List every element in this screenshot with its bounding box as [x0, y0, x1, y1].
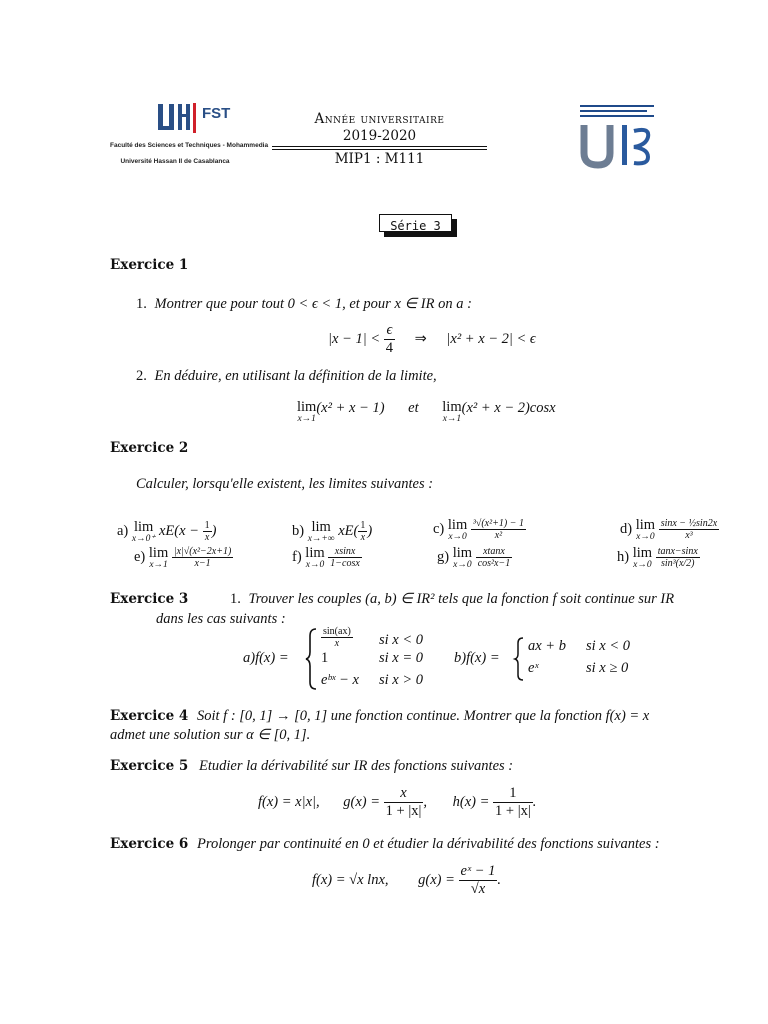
item-expr-end: ) [211, 523, 217, 540]
ex1-q1-denominator: 4 [385, 339, 393, 356]
fa-row-2 [321, 650, 451, 667]
serie-title: Série 3 [390, 219, 441, 233]
fb-row-1 [528, 638, 658, 655]
limit-item-h [617, 546, 700, 571]
ex1-q2-text: En déduire, en utilisant la définition de la limite, [154, 368, 437, 384]
limit-item-g [437, 546, 512, 571]
numerator: 1 [360, 520, 366, 531]
numerator: 1 [493, 786, 533, 803]
ex5-text: Etudier la dérivabilité sur IR des fonctions suivantes : [199, 758, 514, 774]
item-expr-end: ) [367, 523, 373, 540]
lim-subscript: x→0 [636, 532, 655, 543]
ex1-implication [328, 323, 536, 357]
lim-subscript: x→1 [149, 560, 168, 571]
exercise-1-title: Exercice 1 [110, 257, 189, 273]
academic-year: 2019-2020 [342, 128, 417, 144]
ex2-intro: Calculer, lorsqu'elle existent, les limites suivantes : [136, 476, 434, 492]
numerator: |x|√(x²−2x+1) [173, 546, 232, 557]
lim: lim x→0 [447, 517, 468, 543]
right-logo-arabic-lines [580, 105, 654, 120]
limit-item-b [292, 520, 372, 545]
denominator: cos²x−1 [477, 558, 511, 569]
ex1-q2-number: 2. [136, 368, 147, 384]
numerator: xsinx [328, 546, 362, 558]
ex4-text-line-1: Soit f : [0, 1] → [0, 1] une fonction continue. Montrer que la fonction f(x) = x [197, 708, 650, 724]
lim: lim x→0⁺ [131, 519, 156, 545]
limit-item-a [117, 520, 216, 545]
item-label: g) [437, 549, 450, 566]
item-expr: xE( [338, 523, 359, 540]
limit-item-e [134, 546, 233, 571]
exercise-5-title: Exercice 5 [110, 758, 189, 774]
denominator: sin³(x/2) [660, 558, 695, 569]
exercise-2-title: Exercice 2 [110, 440, 189, 456]
limit-item-d [620, 518, 719, 543]
ex1-limit-1-expr: (x² + x − 1) [316, 400, 385, 416]
exercise-4-title: Exercice 4 [110, 708, 189, 724]
item-fraction [471, 518, 526, 542]
lim: lim x→0 [452, 545, 473, 571]
ex6-f: f(x) = √x lnx, [312, 872, 389, 889]
item-label: b) [292, 523, 305, 540]
numerator: tanx−sinx [657, 546, 698, 557]
lim: lim x→0 [305, 545, 325, 571]
numerator: ³√(x²+1) − 1 [472, 518, 524, 529]
fb-row-2 [528, 660, 658, 677]
item-fraction [476, 546, 513, 570]
fa-row-3-cond: si x > 0 [379, 672, 424, 688]
fa-row-2-cond: si x = 0 [379, 650, 424, 666]
fa-row-2-expr: 1 [321, 650, 329, 666]
limit-item-f [292, 546, 362, 571]
fst-brand-text: FST [202, 105, 231, 122]
ex1-limit-2-expr: (x² + x − 2)cosx [461, 400, 556, 416]
item-label: h) [617, 549, 630, 566]
lim-subscript: x→0 [305, 560, 325, 571]
ex1-q1-numerator: ϵ [384, 323, 395, 340]
lim-subscript: x→0 [633, 560, 652, 571]
left-logo-caption-1: Faculté des Sciences et Techniques - Mohammedia [110, 142, 269, 149]
ex3-text-line-2: dans les cas suivants : [156, 611, 286, 627]
fa-row-1 [321, 626, 451, 650]
lim-subscript: x→0 [453, 560, 472, 571]
ex1-q1-fraction [384, 323, 395, 357]
item-fraction [656, 546, 700, 570]
ex1-q1-right: |x² + x − 2| < ϵ [446, 331, 536, 348]
denominator: √x [470, 880, 486, 897]
denominator: x−1 [194, 558, 211, 569]
lim-subscript: x→0 [448, 532, 467, 543]
ex1-limit-1 [297, 400, 316, 425]
item-label: a) [117, 523, 129, 540]
ex1-question-2 [136, 366, 437, 386]
lim: lim x→0 [635, 517, 656, 543]
lim: lim x→+∞ [307, 519, 335, 545]
item-fraction [328, 546, 362, 570]
ex5-h-lhs: h(x) = [452, 794, 490, 811]
ex1-q1-number: 1. [136, 296, 147, 312]
lim-word: lim [442, 399, 462, 415]
fb-row-1-expr: ax + b [528, 638, 566, 654]
numerator: x [384, 786, 424, 803]
lim-subscript: x→1 [297, 414, 316, 425]
ex1-q1-left: |x − 1| < [328, 331, 381, 348]
numerator: sinx − ½sin2x [660, 518, 718, 529]
denominator: x² [494, 530, 503, 541]
ex1-limits [297, 400, 556, 425]
ex3-text-line-1: Trouver les couples (a, b) ∈ IR² tels que la fonction f soit continue sur IR [248, 591, 675, 607]
item-label: f) [292, 549, 302, 566]
left-brace-icon [514, 637, 524, 681]
ex5-g-fraction [384, 786, 424, 820]
ex3-q-number: 1. [230, 591, 241, 607]
fb-row-2-cond: si x ≥ 0 [586, 660, 629, 676]
ex6-g-end: . [497, 872, 501, 889]
denominator: 1 + |x| [385, 802, 422, 819]
lim: lim x→1 [148, 545, 169, 571]
ex3-question [230, 589, 740, 609]
denominator: 1 + |x| [495, 802, 531, 819]
ex1-q1-text: Montrer que pour tout 0 < ϵ < 1, et pour x ∈ IR on a : [154, 296, 472, 312]
ex6-g-lhs: g(x) = [418, 872, 455, 889]
fb-label: b)f(x) = [454, 650, 500, 666]
right-logo [578, 105, 658, 169]
lim-word: lim [297, 399, 317, 415]
denominator: 1−cosx [330, 558, 360, 569]
item-fraction [659, 518, 719, 542]
ex6-text: Prolonger par continuité en 0 et étudier la dérivabilité des fonctions suivantes : [197, 836, 660, 852]
left-logo [110, 102, 269, 172]
numerator: xtanx [476, 546, 513, 558]
item-fraction [203, 520, 212, 544]
fa-row-1-cond: si x < 0 [379, 632, 424, 648]
item-label: c) [433, 521, 445, 538]
denominator: x [360, 532, 366, 543]
item-label: d) [620, 521, 633, 538]
fb-row-1-cond: si x < 0 [586, 638, 631, 654]
ex1-et: et [408, 400, 419, 416]
numerator: 1 [204, 520, 210, 531]
serie-box [379, 214, 452, 232]
fa-row-3 [321, 672, 451, 689]
fa-label: a)f(x) = [243, 650, 289, 666]
item-label: e) [134, 549, 146, 566]
lim-subscript: x→0⁺ [131, 534, 156, 545]
ex6-functions [312, 864, 501, 898]
item-expr: xE(x − [159, 523, 203, 540]
ex5-h-fraction [493, 786, 533, 820]
left-logo-caption-2: Université Hassan II de Casablanca [120, 158, 230, 165]
fb-row-2-expr: eˣ [528, 660, 539, 676]
ex1-limit-2 [442, 400, 461, 425]
exercise-6-title: Exercice 6 [110, 836, 189, 852]
course-code: MIP1 : M111 [334, 151, 425, 167]
lim-subscript: x→+∞ [307, 534, 335, 545]
uh2-logo-icon [578, 123, 658, 169]
header-center [272, 111, 487, 168]
header-rule [272, 146, 487, 150]
ex4-text-line-2: admet une solution sur α ∈ [0, 1]. [110, 727, 311, 743]
academic-year-label: Année universitaire [314, 111, 445, 127]
implies-symbol: ⇒ [414, 331, 427, 348]
numerator: eˣ − 1 [460, 863, 496, 879]
ex5-functions [258, 786, 536, 820]
limit-item-c [433, 518, 526, 543]
fa-row-1-expr: $\frac{\sin(ax)}{x}$ [323, 626, 351, 649]
denominator: x [204, 532, 210, 543]
denominator: x³ [685, 530, 693, 541]
ex5-g-end: , [423, 794, 427, 811]
lim: lim x→0 [632, 545, 653, 571]
ex1-question-1 [136, 294, 472, 314]
left-brace-icon [305, 628, 317, 690]
fa-row-3-expr: eᵇˣ − x [321, 672, 359, 688]
ex5-h-end: . [532, 794, 537, 811]
ex5-f: f(x) = x|x|, [258, 794, 320, 811]
ex6-g-fraction [459, 864, 498, 898]
ex5-g-lhs: g(x) = [343, 794, 381, 811]
exercise-3-title: Exercice 3 [110, 591, 189, 607]
lim-subscript: x→1 [442, 414, 462, 425]
item-fraction [172, 546, 233, 570]
